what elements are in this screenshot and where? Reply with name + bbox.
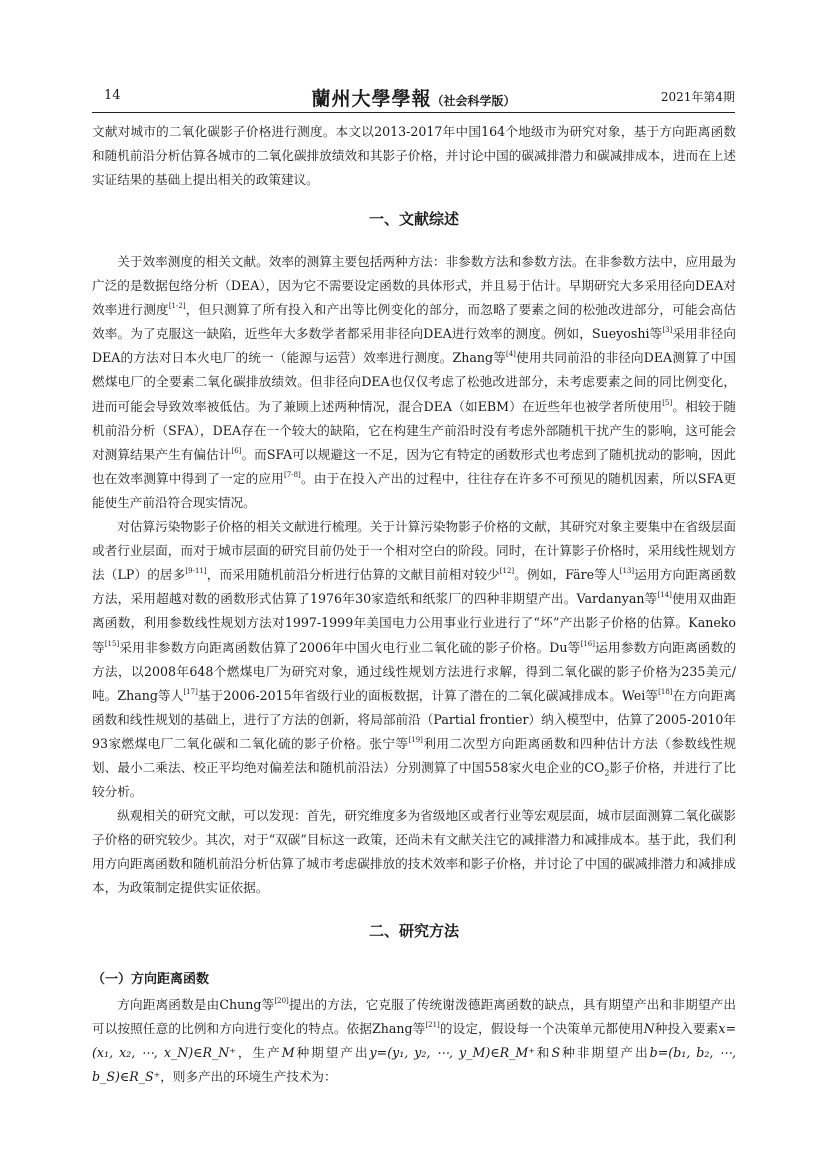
citation: [12]	[499, 567, 515, 576]
paragraph-shadow-price: 对估算污染物影子价格的相关文献进行梳理。关于计算污染物影子价格的文献，其研究对象主要集中在省级层面或者行业层面，而对于城市层面的研究目前仍处于一个相对空白的阶段。同时，在计算影子价格时，采用线性规划方法（LP）的居多[9-11]，而采用随机前沿分析进行估算的文献目前相对较少[12]。例如，Färe等人[13]运用方向距离函数方法，采用超越对数的函数形式估算了1976年30家造纸和纸浆厂的四种非期望产出。Vardanyan等[14]使用双曲距离函数，利用参数线性规划方法对1997-1999年美国电力公用事业行业进行了“坏”产出影子价格的估算。Kaneko等[15]采用非参数方向距离函数估算了2006年中国火电行业二氧化硫的影子价格。Du等[16]运用参数方向距离函数的方法，以2008年648个燃煤电厂为研究对象，通过线性规划方法进行求解，得到二氧化碳的影子价格为235美元/吨。Zhang等人[17]基于2006-2015年省级行业的面板数据，计算了潜在的二氧化碳减排成本。Wei等[18]在方向距离函数和线性规划的基础上，进行了方法的创新，将局部前沿（Partial frontier）纳入模型中，估算了2005-2010年93家燃煤电厂二氧化碳和二氧化硫的影子价格。张宁等[19]利用二次型方向距离函数和四种估计方法（参数线性规划、最小二乘法、校正平均绝对偏差法和随机前沿法）分别测算了中国558家火电企业的$CO_2$影子价格，并进行了比较分析。	[92, 519, 737, 800]
subsection-1-title: （一）方向距离函数	[92, 972, 210, 987]
citation: [14]	[657, 591, 672, 600]
citation: [9-11]	[185, 567, 207, 576]
citation: [18]	[658, 687, 673, 696]
paragraph-ddf: 方向距离函数是由Chung等[20]提出的方法，它克服了传统谢泼德距离函数的缺点，具有期望产出和非期望产出可以按照任意的比例和方向进行变化的特点。依据Zhang等[21]的设定，假设每一个决策单元都使用N种投入要素x=(x₁, x₂, ⋯, x_N)∈R_N⁺，生产M种期望产出y=(y₁, y₂, ⋯, y_M)∈R_M⁺和S种非期望产出b=(b₁, b₂, ⋯, b_S)∈R_S⁺，则多产出的环境生产技术为：	[92, 997, 737, 1085]
citation: [17]	[183, 687, 198, 696]
citation: [13]	[619, 567, 635, 576]
section-2-title: 二、研究方法	[368, 922, 459, 940]
paragraph-efficiency: 关于效率测度的相关文献。效率的测算主要包括两种方法：非参数方法和参数方法。在非参数方法中，应用最为广泛的是数据包络分析（DEA），因为它不需要设定函数的具体形式，并且易于估计。早期研究大多采用径向DEA对效率进行测度[1-2]，但只测算了所有投入和产出等比例变化的部分，而忽略了要素之间的松弛改进部分，可能会高估效率。为了克服这一缺陷，近些年大多数学者都采用非径向DEA进行效率的测度。例如，Sueyoshi等[3]采用非径向DEA的方法对日本火电厂的统一（能源与运营）效率进行测度。Zhang等[4]使用共同前沿的非径向DEA测算了中国燃煤电厂的全要素二氧化碳排放绩效。但非径向DEA也仅仅考虑了松弛改进部分，未考虑要素之间的同比例变化，进而可能会导致效率被低估。为了兼顾上述两种情况，混合DEA（如EBM）在近些年也被学者所使用[5]。相较于随机前沿分析（SFA），DEA存在一个较大的缺陷，它在构建生产前沿时没有考虑外部随机干扰产生的影响，这可能会对测算结果产生有偏估计[6]。而SFA可以规避这一不足，因为它有特定的函数形式也考虑到了随机扰动的影响，因此也在效率测算中得到了一定的应用[7-8]。由于在投入产出的过程中，往往存在许多不可预见的随机因素，所以SFA更能使生产前沿符合现实情况。	[92, 254, 737, 510]
citation: [4]	[506, 350, 516, 359]
header-rule	[92, 112, 735, 113]
citation: [21]	[425, 1021, 440, 1030]
page-number: 14	[104, 88, 121, 103]
citation: [7-8]	[284, 470, 301, 479]
citation: [6]	[231, 446, 242, 455]
equation-desirable-outputs: y=(y₁, y₂, ⋯, y_M)∈R_M⁺	[369, 1045, 535, 1061]
journal-title	[92, 84, 735, 111]
citation: [1-2]	[168, 302, 186, 311]
intro-paragraph: 文献对城市的二氧化碳影子价格进行测度。本文以2013-2017年中国164个地级市为研究对象，基于方向距离函数和随机前沿分析估算各城市的二氧化碳排放绩效和其影子价格，并讨论中国的碳减排潜力和碳减排成本，进而在上述实证结果的基础上提出相关的政策建议。	[92, 124, 736, 188]
running-header	[92, 84, 735, 110]
citation: [16]	[580, 639, 595, 648]
journal-brand: 蘭州大學學報	[311, 88, 432, 110]
citation: [15]	[104, 639, 120, 648]
section-2-body	[92, 993, 736, 1089]
citation: [19]	[408, 735, 423, 744]
section-1-title: 一、文献综述	[368, 210, 459, 228]
equation-inputs: x=(x₁, x₂, ⋯, x_N)∈R_N⁺	[92, 1021, 737, 1061]
citation: [3]	[662, 326, 673, 335]
body-text	[92, 120, 737, 1085]
citation: [20]	[274, 997, 289, 1005]
citation: [5]	[662, 398, 673, 407]
equation-undesirable-outputs: b=(b₁, b₂, ⋯, b_S)∈R_S⁺	[92, 1045, 737, 1085]
journal-subtitle: （社会科学版）	[431, 94, 516, 108]
section-1-body	[92, 250, 736, 901]
issue-label: 2021年第4期	[660, 90, 735, 104]
paragraph-summary: 纵观相关的研究文献，可以发现：首先，研究维度多为省级地区或者行业等宏观层面，城市层面测算二氧化碳影子价格的研究较少。其次，对于“双碳”目标这一政策，还尚未有文献关注它的减排潜力和减排成本。基于此，我们利用方向距离函数和随机前沿分析估算了城市考虑碳排放的技术效率和影子价格，并讨论了中国的碳减排潜力和减排成本，为政策制定提供实证依据。	[92, 808, 736, 896]
